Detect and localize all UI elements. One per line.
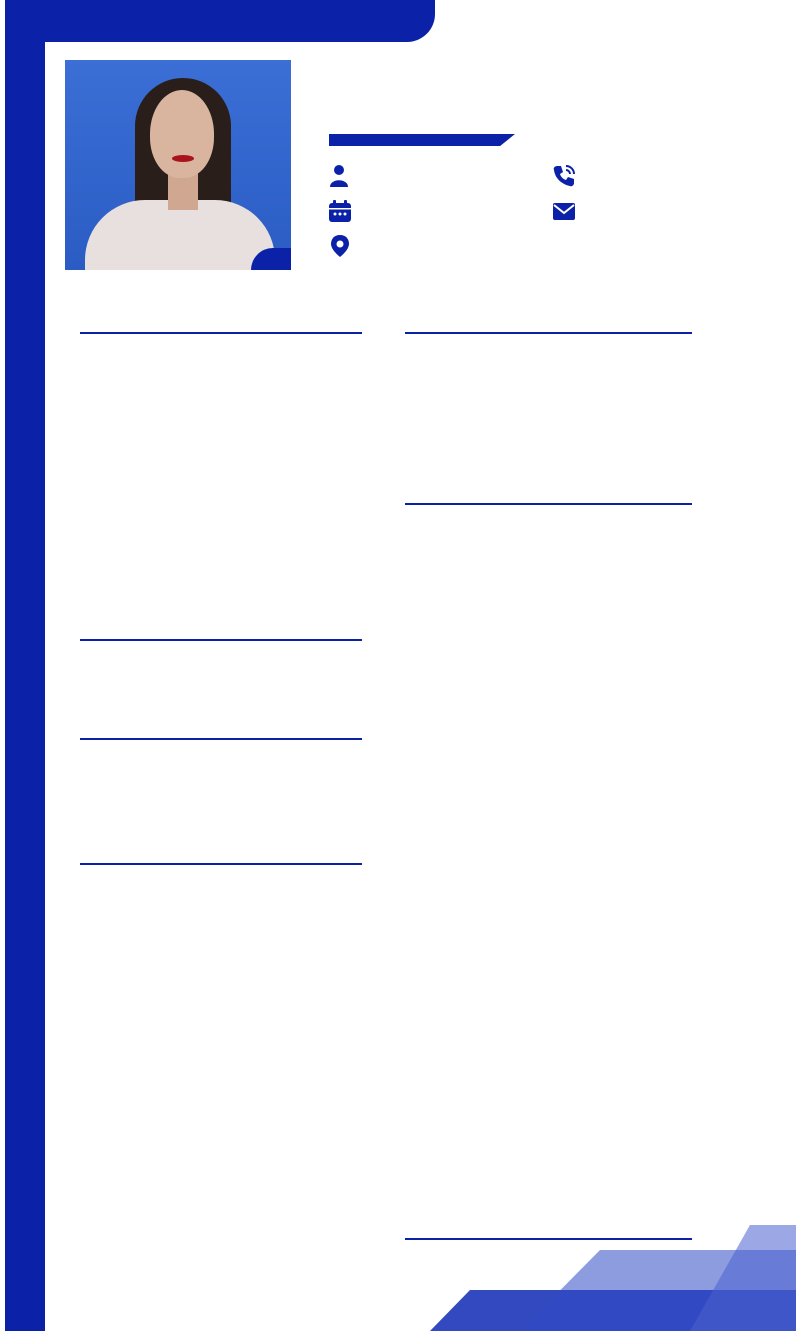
phone-icon — [552, 164, 576, 188]
extra-underline — [405, 1238, 692, 1240]
location-icon — [328, 234, 352, 258]
profile-photo — [65, 60, 291, 270]
role-underline — [329, 134, 515, 146]
user-icon — [328, 164, 352, 188]
mail-icon — [552, 199, 576, 223]
top-accent-bar — [5, 0, 435, 42]
calendar-icon — [328, 199, 352, 223]
education-underline — [405, 332, 692, 334]
skills-underline — [80, 639, 362, 641]
hobbies-underline — [80, 863, 362, 865]
left-accent-bar — [5, 0, 45, 1331]
certificates-underline — [80, 738, 362, 740]
objective-underline — [80, 332, 362, 334]
experience-underline — [405, 503, 692, 505]
